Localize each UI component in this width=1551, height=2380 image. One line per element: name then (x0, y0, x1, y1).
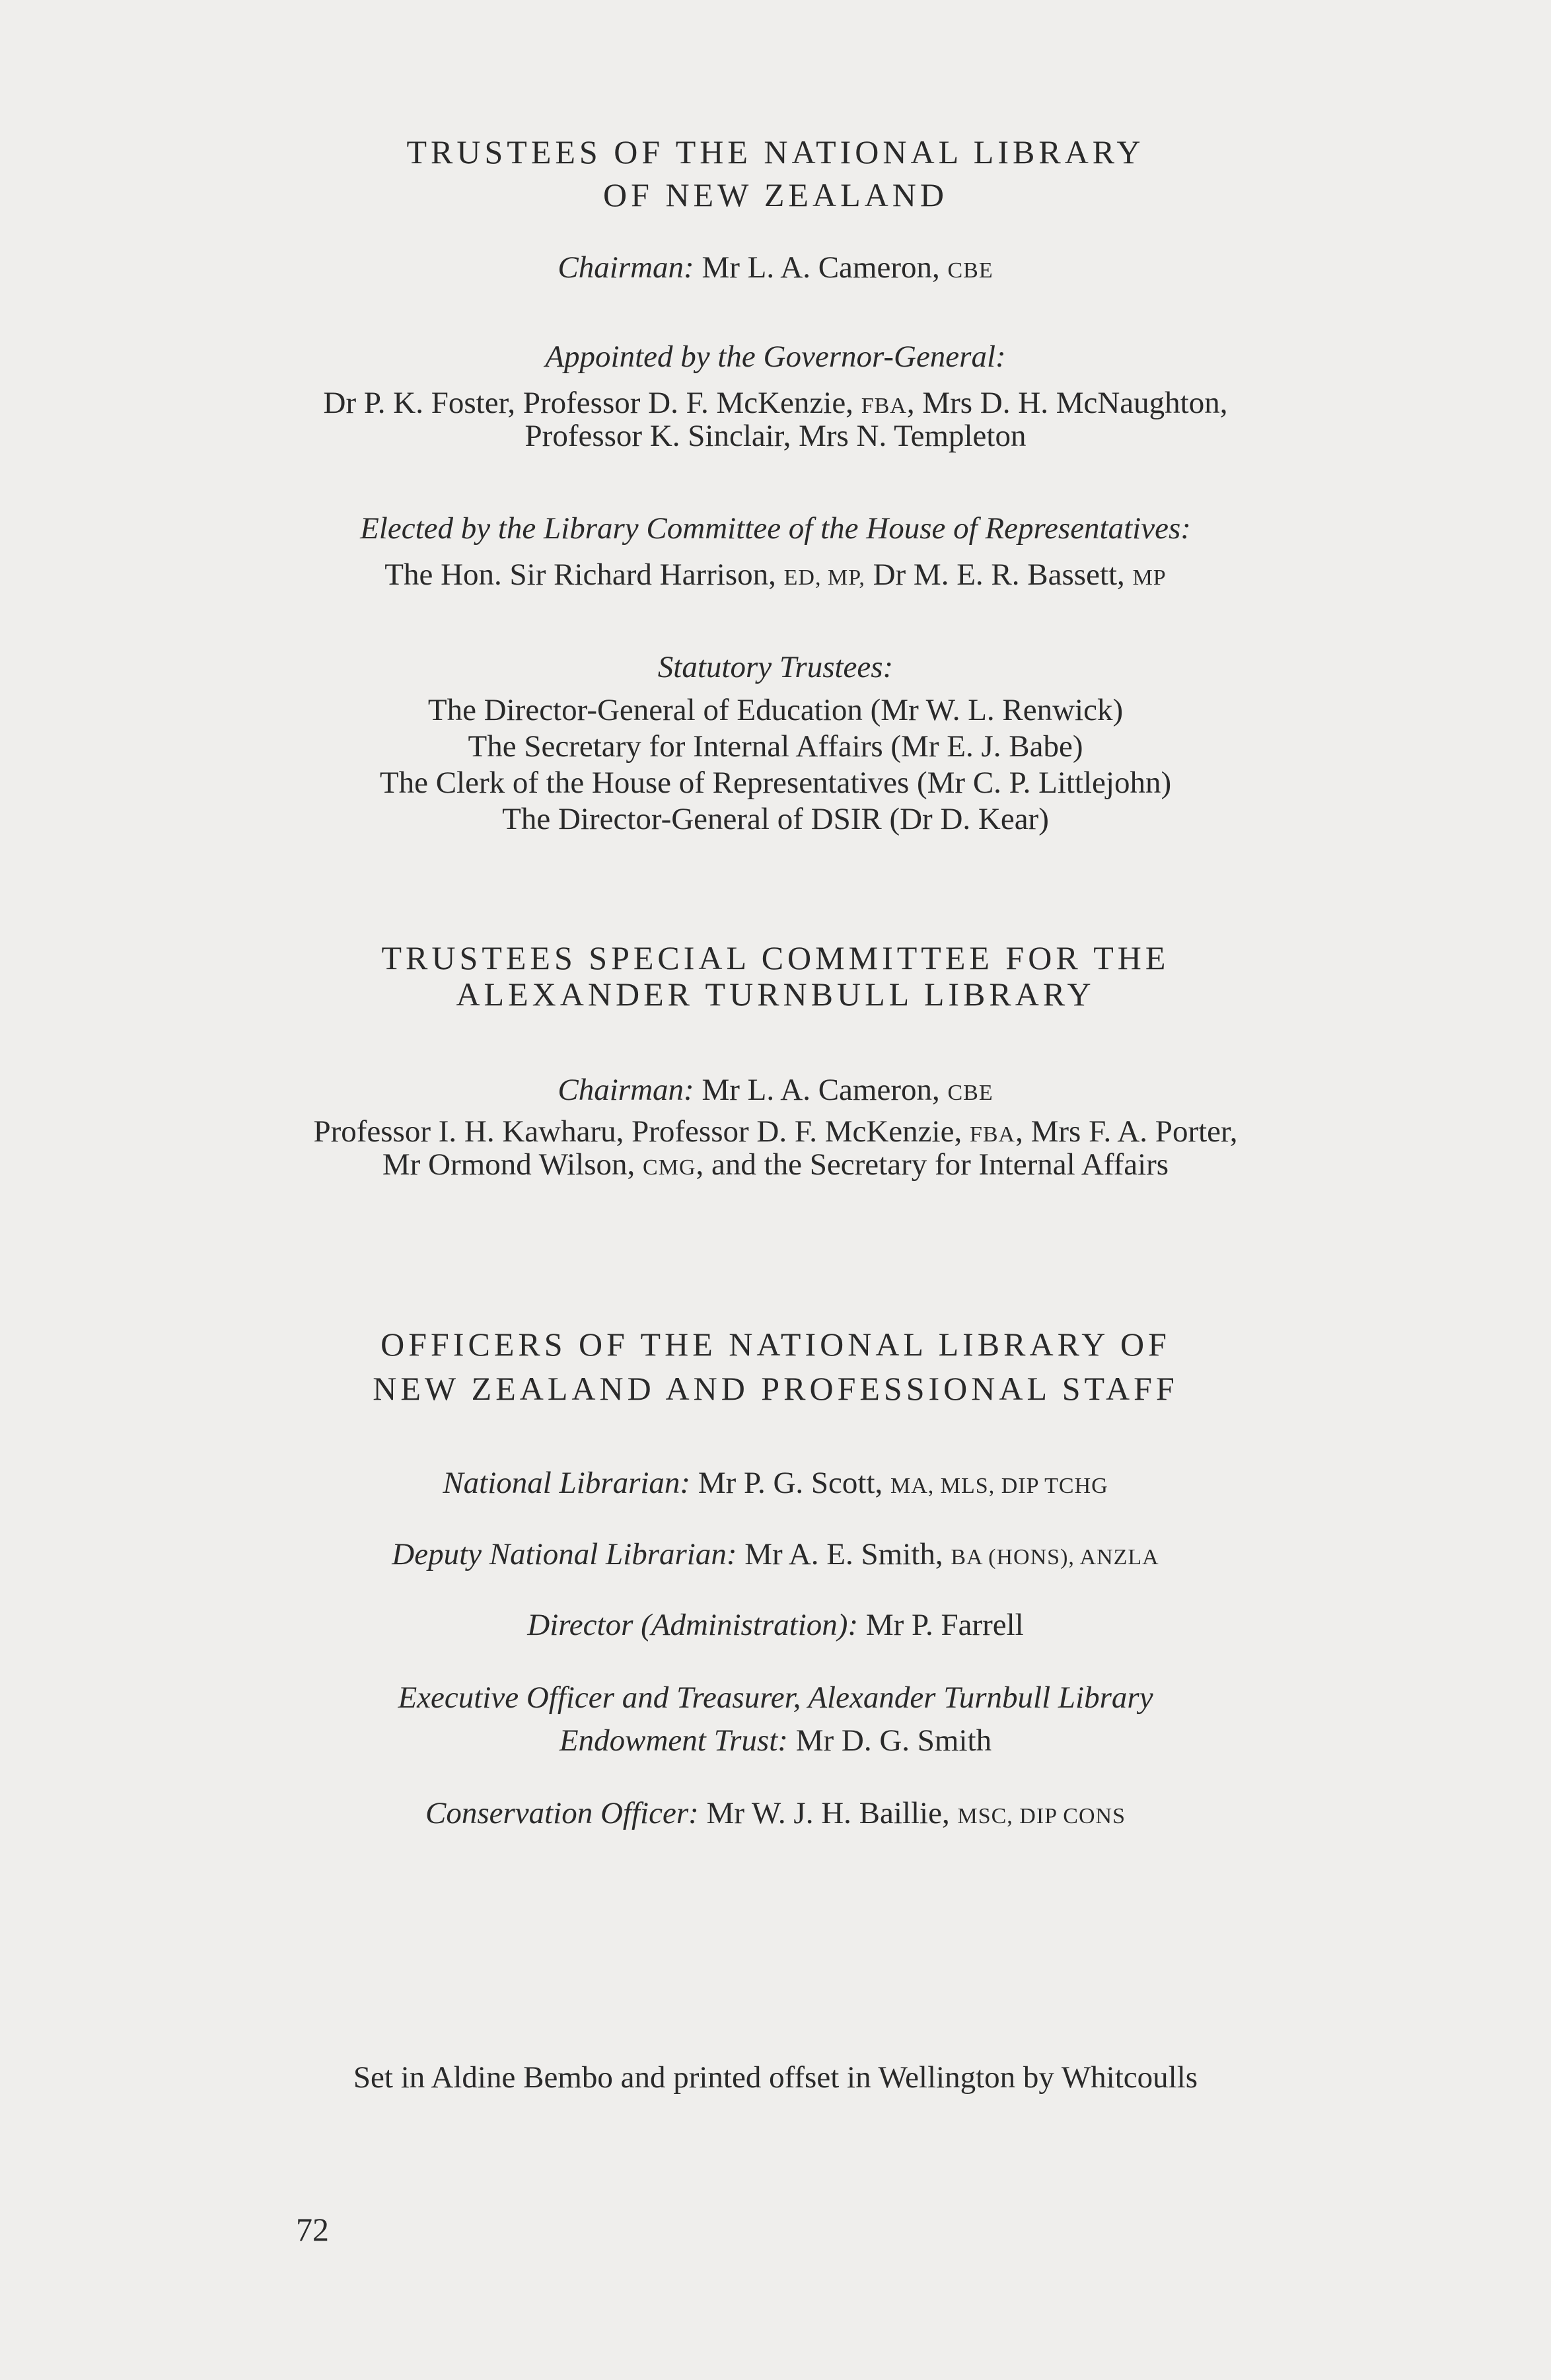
officer-name: Mr P. Farrell (858, 1608, 1024, 1642)
chairman-line (0, 248, 1551, 291)
members-text: The Hon. Sir Richard Harrison, (384, 558, 784, 592)
members-text: , Mrs D. H. McNaughton, (906, 386, 1228, 420)
chairman-name: Mr L. A. Cameron, (694, 1073, 948, 1107)
qualifications: BA (HONS), ANZLA (951, 1545, 1159, 1569)
colophon: Set in Aldine Bembo and printed offset in Wellington by Whitcoulls (353, 2060, 1198, 2095)
chairman-label: Chairman: (558, 250, 694, 285)
section-heading: ALEXANDER TURNBULL LIBRARY (456, 976, 1095, 1013)
qualifications: MA, MLS, DIP TCHG (890, 1474, 1108, 1498)
statutory-trustee: The Clerk of the House of Representatives (Mr C. P. Littlejohn) (379, 766, 1172, 800)
appointed-members: Professor K. Sinclair, Mrs N. Templeton (524, 419, 1027, 453)
officer-name: Mr P. G. Scott, (690, 1466, 891, 1500)
elected-members (0, 555, 1551, 598)
officer-title: Executive Officer and Treasurer, Alexander Turnbull Library (398, 1680, 1153, 1715)
section-heading: TRUSTEES SPECIAL COMMITTEE FOR THE (381, 939, 1170, 976)
qualifications: MSC, DIP CONS (957, 1804, 1126, 1828)
officer-national-librarian (0, 1463, 1551, 1506)
officer-name: Mr A. E. Smith, (737, 1537, 951, 1571)
honour: ED, MP, (783, 565, 865, 590)
officer-executive (0, 1721, 1551, 1760)
officer-title: Director (Administration): (527, 1608, 859, 1642)
officer-deputy-librarian (0, 1534, 1551, 1577)
section-heading: NEW ZEALAND AND PROFESSIONAL STAFF (373, 1370, 1178, 1407)
honour: CBE (947, 1081, 993, 1105)
officer-name: Mr W. J. H. Baillie, (698, 1796, 958, 1830)
officer-title: National Librarian: (443, 1466, 691, 1500)
honour: FBA (861, 394, 907, 418)
chairman-name: Mr L. A. Cameron, (694, 250, 948, 285)
members-text: Dr P. K. Foster, Professor D. F. McKenzie, (323, 386, 861, 420)
members-text: Dr M. E. R. Bassett, (865, 558, 1133, 592)
officer-title: Deputy National Librarian: (392, 1537, 737, 1571)
officer-title: Endowment Trust: (559, 1723, 788, 1758)
section-heading: OFFICERS OF THE NATIONAL LIBRARY OF (380, 1326, 1171, 1363)
appointed-label: Appointed by the Governor-General: (545, 340, 1006, 374)
officer-conservation (0, 1793, 1551, 1836)
officer-director (0, 1605, 1551, 1645)
chairman-line (0, 1070, 1551, 1113)
members-text: , and the Secretary for Internal Affairs (696, 1147, 1169, 1182)
elected-label: Elected by the Library Committee of the House of Representatives: (360, 511, 1191, 546)
officer-title: Conservation Officer: (425, 1796, 699, 1830)
honour: CBE (947, 258, 993, 283)
page-number: 72 (296, 2211, 329, 2248)
committee-members (0, 1145, 1551, 1188)
statutory-trustee: The Director-General of DSIR (Dr D. Kear) (502, 802, 1049, 836)
honour: MP (1132, 565, 1167, 590)
members-text: Professor I. H. Kawharu, Professor D. F. McKenzie, (313, 1114, 970, 1149)
honour: CMG (643, 1155, 696, 1180)
members-text: Mr Ormond Wilson, (382, 1147, 643, 1182)
chairman-label: Chairman: (558, 1073, 694, 1107)
honour: FBA (969, 1122, 1016, 1147)
statutory-label: Statutory Trustees: (657, 650, 894, 684)
officer-name: Mr D. G. Smith (787, 1723, 992, 1758)
section-heading: TRUSTEES OF THE NATIONAL LIBRARY (406, 133, 1145, 170)
section-heading: OF NEW ZEALAND (603, 176, 948, 213)
statutory-trustee: The Secretary for Internal Affairs (Mr E. J. Babe) (468, 729, 1083, 764)
members-text: , Mrs F. A. Porter, (1015, 1114, 1238, 1149)
statutory-trustee: The Director-General of Education (Mr W. L. Renwick) (427, 693, 1124, 727)
